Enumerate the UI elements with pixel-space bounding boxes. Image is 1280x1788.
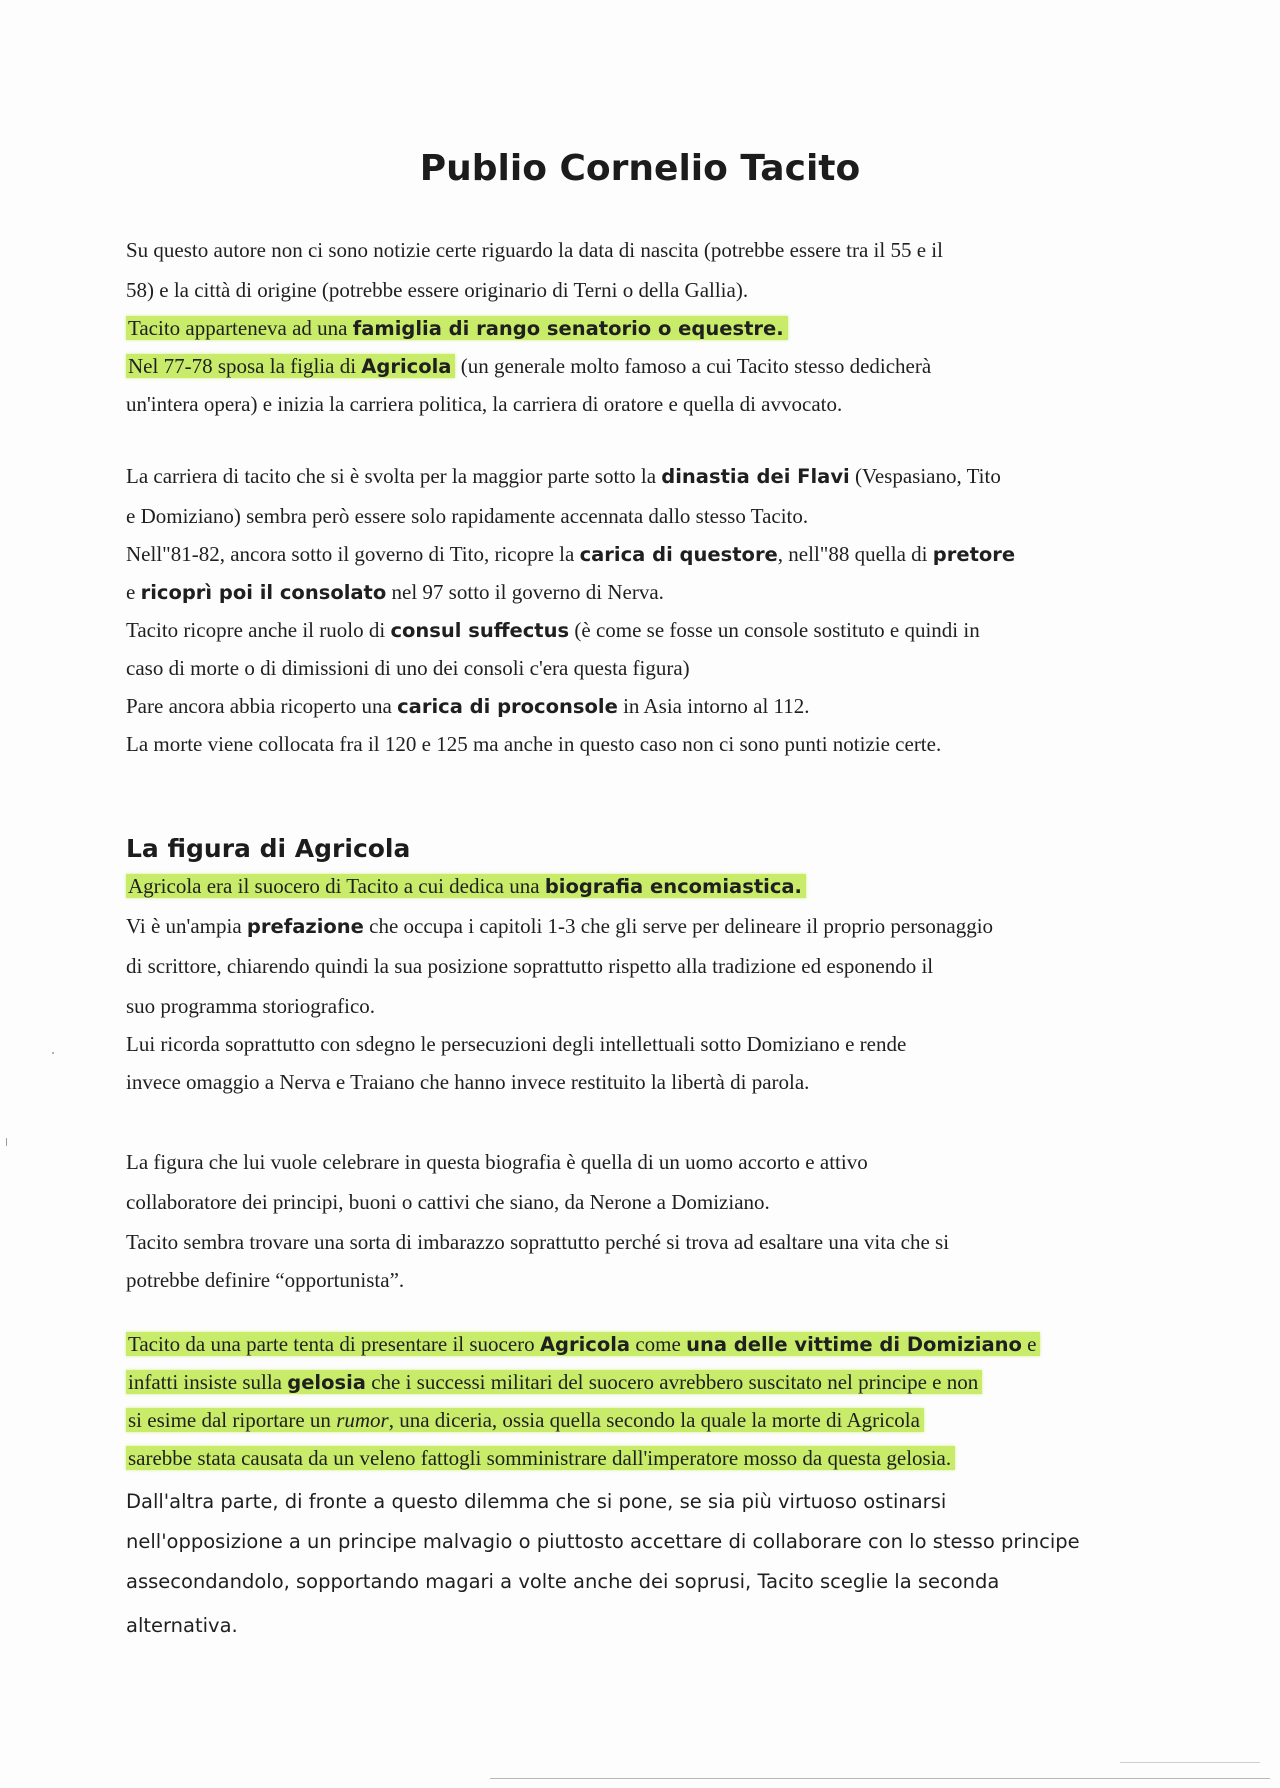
highlighted-line [126,1406,924,1434]
text-line: collaboratore dei principi, buoni o cattivi che siano, da Nerone a Domiziano. [126,1190,770,1214]
highlight-mark: si esime dal riportare un rumor, una diceria, ossia quella secondo la quale la morte di Agricola [126,1408,924,1432]
text-line: Nell"81-82, ancora sotto il governo di Tito, ricopre la carica di questore, nell"88 quella di pretore [126,542,1016,566]
text-line: assecondandolo, sopportando magari a volte anche dei soprusi, Tacito sceglie la seconda [126,1570,1000,1593]
text-line: potrebbe definire “opportunista”. [126,1268,405,1292]
text-line: Lui ricorda soprattutto con sdegno le persecuzioni degli intellettuali sotto Domiziano e rende [126,1032,907,1056]
highlighted-line [126,314,788,343]
highlight-mark: Agricola era il suocero di Tacito a cui dedica una biografia encomiastica. [126,874,806,898]
highlight-mark: sarebbe stata causata da un veleno fattogli somministrare dall'imperatore mosso da questa gelosia. [126,1446,955,1470]
section-heading: La figura di Agricola [126,834,411,863]
text-line: La morte viene collocata fra il 120 e 125 ma anche in questo caso non ci sono punti notizie certe. [126,732,942,756]
scan-artifact-line [490,1778,1270,1779]
scan-speck [52,1052,54,1054]
text-line: invece omaggio a Nerva e Traiano che hanno invece restituito la libertà di parola. [126,1070,810,1094]
scan-speck [6,1138,7,1146]
text-line: e ricoprì poi il consolato nel 97 sotto il governo di Nerva. [126,580,664,604]
text-line: Tacito ricopre anche il ruolo di consul suffectus (è come se fosse un console sostituto e quindi in [126,618,980,642]
page-title: Publio Cornelio Tacito [419,148,861,189]
text-line: alternativa. [126,1614,238,1637]
text-line: e Domiziano) sembra però essere solo rapidamente accennata dallo stesso Tacito. [126,504,809,528]
highlighted-line [126,872,806,901]
text-line: di scrittore, chiarendo quindi la sua posizione soprattutto rispetto alla tradizione ed esponendo il [126,954,934,978]
highlight-mark: Tacito da una parte tenta di presentare il suocero Agricola come una delle vittime di Domiziano e [126,1332,1040,1356]
highlighted-line [126,1368,982,1397]
highlight-mark: infatti insiste sulla gelosia che i successi militari del suocero avrebbero suscitato nel principe e non [126,1370,982,1394]
text-line: Pare ancora abbia ricoperto una carica di proconsole in Asia intorno al 112. [126,694,810,718]
text-line: Dall'altra parte, di fronte a questo dilemma che si pone, se sia più virtuoso ostinarsi [126,1490,947,1513]
text-line: 58) e la città di origine (potrebbe essere originario di Terni o della Gallia). [126,278,749,302]
text-line: un'intera opera) e inizia la carriera politica, la carriera di oratore e quella di avvocato. [126,392,843,416]
text-line: La carriera di tacito che si è svolta per la maggior parte sotto la dinastia dei Flavi (Vespasiano, Tito [126,464,1001,488]
text-line: caso di morte o di dimissioni di uno dei consoli c'era questa figura) [126,656,690,680]
scan-artifact-line [1120,1762,1260,1763]
text-line: Su questo autore non ci sono notizie certe riguardo la data di nascita (potrebbe essere tra il 55 e il [126,238,943,262]
text-line: Tacito sembra trovare una sorta di imbarazzo soprattutto perché si trova ad esaltare una vita che si [126,1230,950,1254]
highlighted-line [126,1444,955,1472]
text-line: La figura che lui vuole celebrare in questa biografia è quella di un uomo accorto e attivo [126,1150,868,1174]
text-line: suo programma storiografico. [126,994,376,1018]
highlight-mark: Tacito apparteneva ad una famiglia di rango senatorio o equestre. [126,316,788,340]
text-line: Vi è un'ampia prefazione che occupa i capitoli 1-3 che gli serve per delineare il proprio personaggio [126,914,994,938]
text-line: nell'opposizione a un principe malvagio o piuttosto accettare di collaborare con lo stesso principe [126,1530,1080,1553]
highlight-mark: Nel 77-78 sposa la figlia di Agricola [126,354,455,378]
highlighted-line [126,1330,1040,1359]
highlighted-line: Nel 77-78 sposa la figlia di Agricola (un generale molto famoso a cui Tacito stesso dedicherà [128,354,932,378]
